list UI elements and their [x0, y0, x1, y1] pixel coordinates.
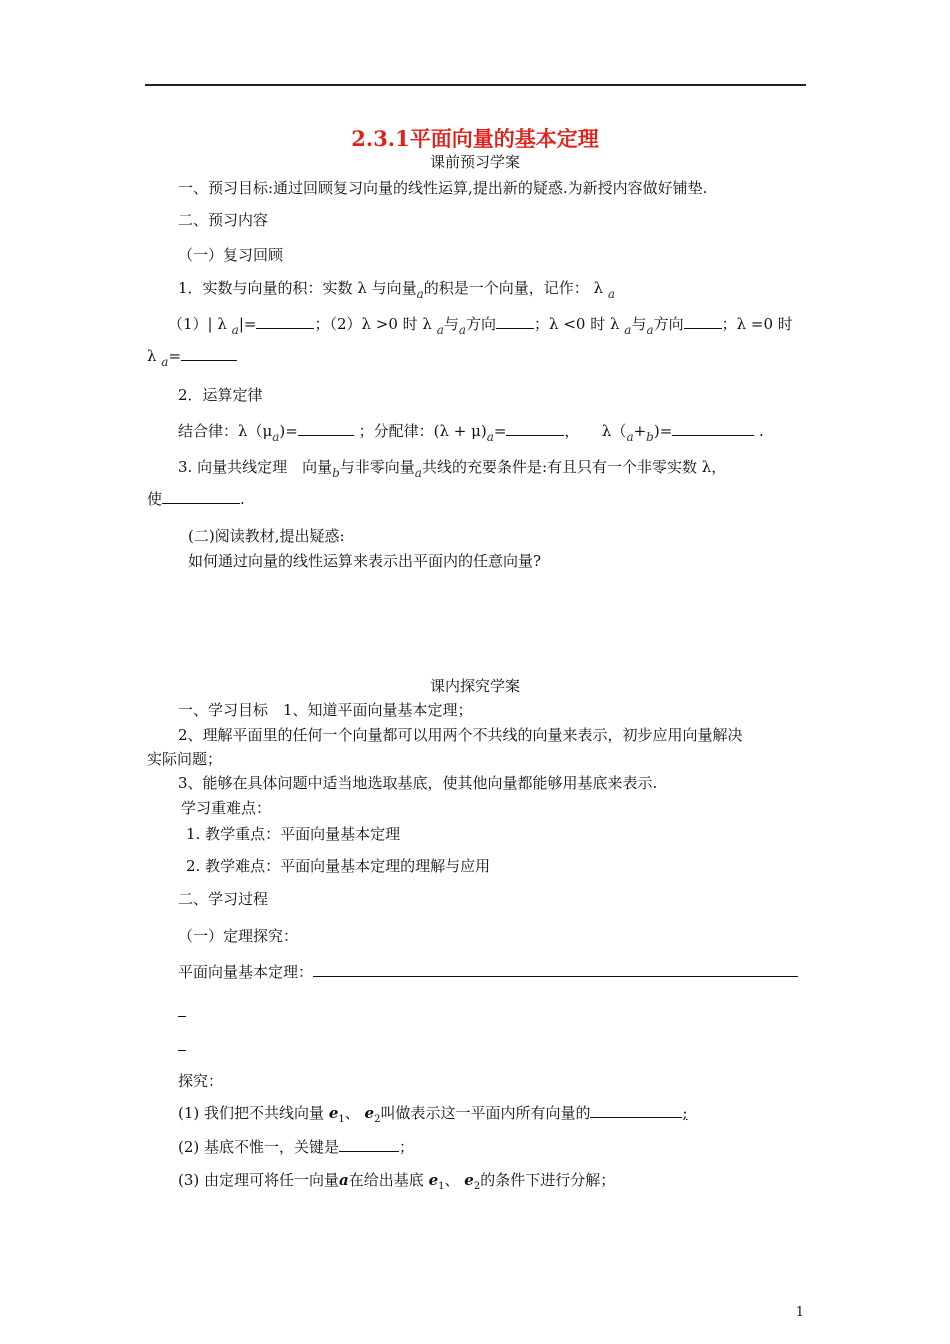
- explore-item-3: (3) 由定理可将任一向量a在给出基底 $e_1$、 $e_2$的条件下进行分解；: [178, 1171, 616, 1192]
- review-heading: （一）复习回顾: [178, 246, 284, 264]
- scalar-zero-line: λ $_a$=: [147, 346, 237, 367]
- blank-key[interactable]: [339, 1137, 399, 1152]
- goal-line-2-cont: 实际问题；: [147, 750, 223, 768]
- goal-line-2: 2、理解平面里的任何一个向量都可以用两个不共线的向量来表示，初步应用向量解决: [178, 726, 743, 744]
- reading-question: 如何通过向量的线性运算来表示出平面内的任意向量?: [188, 552, 542, 570]
- blank-associative[interactable]: [298, 421, 354, 436]
- blank-theorem[interactable]: [313, 962, 798, 977]
- goal-line-3: 3、能够在具体问题中适当地选取基底，使其他向量都能够用基底来表示.: [178, 774, 658, 792]
- blank-magnitude[interactable]: [256, 314, 314, 329]
- laws-line: 结合律：$\lambda(\mu_a)=$ ；分配律：$(\lambda + \mu)_a=$ ， $\lambda(_a+_b)=$ .: [178, 422, 764, 444]
- page-number: 1: [795, 1305, 804, 1320]
- blank-direction-negative[interactable]: [684, 314, 722, 329]
- section-heading-inclass: 课内探究学案: [429, 677, 520, 695]
- explore-item-1: (1) 我们把不共线向量 $e_1$、 $e_2$叫做表示这一平面内所有向量的 ;: [178, 1104, 688, 1125]
- reading-heading: (二)阅读教材,提出疑惑:: [188, 527, 345, 545]
- explore-heading: 探究：: [178, 1072, 224, 1090]
- collinear-theorem-line: 3. 向量共线定理 向量$_b$与非零向量$_a$共线的充要条件是:有且只有一个非零实数 λ，: [178, 458, 727, 480]
- blank-distributive-2[interactable]: [672, 421, 754, 436]
- theorem-line: 平面向量基本定理：: [178, 962, 798, 982]
- goal-line-1: 一、学习目标 1、知道平面向量基本定理；: [178, 701, 473, 719]
- key-point-1: 1. 教学重点：平面向量基本定理: [186, 825, 401, 843]
- scalar-product-rules-line: （1）| λ $_a$|= ；（2）λ >0 时 λ $_a$与$_a$方向 ；λ <0 时 λ $_a$与$_a$方向 ；λ =0 时: [168, 315, 793, 337]
- theorem-blank-3: [178, 1036, 186, 1056]
- blank-direction-positive[interactable]: [496, 314, 534, 329]
- key-point-2: 2. 教学难点：平面向量基本定理的理解与应用: [186, 857, 491, 875]
- preview-content-heading: 二、预习内容: [178, 211, 269, 229]
- laws-heading: 2．运算定律: [178, 386, 263, 404]
- blank-zero[interactable]: [181, 346, 237, 361]
- theorem-blank-2: [178, 1002, 186, 1022]
- preview-goal: 一、预习目标:通过回顾复习向量的线性运算,提出新的疑惑.为新授内容做好铺垫.: [178, 179, 708, 197]
- section-heading-preview: 课前预习学案: [429, 153, 520, 171]
- learning-process-heading: 二、学习过程: [178, 890, 269, 908]
- blank-collinear[interactable]: [162, 489, 240, 504]
- blank-theorem-3[interactable]: [178, 1036, 186, 1051]
- scalar-product-line: 1．实数与向量的积：实数 λ 与向量$_a$的积是一个向量，记作： λ $_a$: [178, 279, 615, 301]
- blank-basis[interactable]: [590, 1103, 682, 1118]
- explore-item-2: (2) 基底不惟一，关键是 ；: [178, 1138, 415, 1156]
- blank-distributive-1[interactable]: [506, 421, 564, 436]
- collinear-theorem-blank-line: 使 .: [147, 490, 245, 508]
- key-points-heading: 学习重难点：: [181, 799, 272, 817]
- page-title: 2.3.1平面向量的基本定理: [351, 126, 599, 151]
- theorem-explore-heading: （一）定理探究：: [178, 927, 299, 945]
- blank-theorem-2[interactable]: [178, 1002, 186, 1017]
- header-rule: [145, 84, 806, 86]
